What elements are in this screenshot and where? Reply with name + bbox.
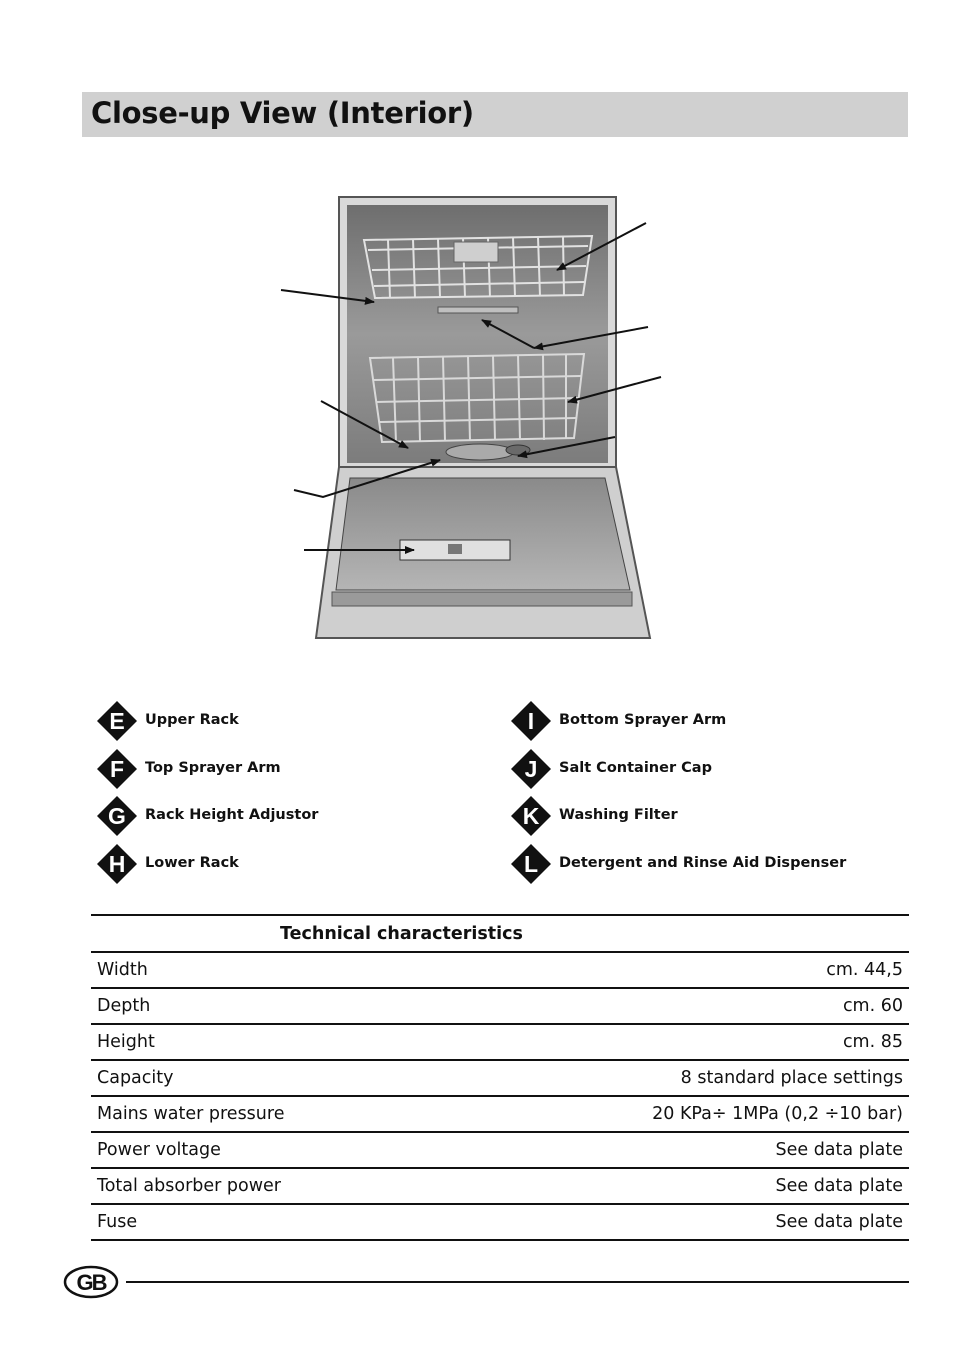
legend-item-bottom-sprayer-arm bbox=[510, 698, 910, 746]
legend-item-salt-container-cap bbox=[510, 746, 910, 794]
svg-text:G: G bbox=[108, 803, 126, 829]
letter-badge-f-icon bbox=[96, 748, 138, 790]
spec-value: 8 standard place settings bbox=[444, 1060, 909, 1096]
spec-label: Capacity bbox=[91, 1060, 444, 1096]
letter-badge-j-icon bbox=[510, 748, 552, 790]
legend-item-washing-filter bbox=[510, 793, 910, 841]
spec-label: Total absorber power bbox=[91, 1168, 444, 1204]
legend-label: Bottom Sprayer Arm bbox=[559, 712, 727, 728]
svg-text:GB: GB bbox=[76, 1270, 106, 1295]
spec-label: Fuse bbox=[91, 1204, 444, 1240]
legend-label: Washing Filter bbox=[559, 807, 678, 823]
legend-label: Lower Rack bbox=[145, 854, 239, 871]
table-heading: Technical characteristics bbox=[91, 915, 909, 952]
spec-value: cm. 60 bbox=[444, 988, 909, 1024]
table-row bbox=[91, 952, 909, 988]
svg-text:K: K bbox=[522, 803, 540, 829]
spec-label: Depth bbox=[91, 988, 444, 1024]
table-row bbox=[91, 1024, 909, 1060]
letter-badge-g-icon bbox=[96, 795, 138, 837]
language-badge-gb bbox=[63, 1265, 119, 1299]
legend-label: Detergent and Rinse Aid Dispenser bbox=[559, 854, 847, 871]
legend-item-upper-rack bbox=[96, 698, 496, 746]
svg-text:H: H bbox=[108, 850, 126, 877]
legend-label: Top Sprayer Arm bbox=[145, 759, 281, 776]
svg-text:L: L bbox=[523, 850, 539, 877]
table-row bbox=[91, 1168, 909, 1204]
table-header-row bbox=[91, 915, 909, 952]
table-row bbox=[91, 988, 909, 1024]
legend-column-left bbox=[96, 698, 496, 888]
spec-label: Width bbox=[91, 952, 444, 988]
legend-column-right bbox=[510, 698, 910, 888]
spec-value: cm. 44,5 bbox=[444, 952, 909, 988]
spec-label: Mains water pressure bbox=[91, 1096, 444, 1132]
legend-label: Upper Rack bbox=[145, 712, 239, 728]
legend-item-top-sprayer-arm bbox=[96, 746, 496, 794]
technical-characteristics-table bbox=[91, 914, 909, 1241]
svg-text:I: I bbox=[527, 708, 535, 734]
letter-badge-e-icon bbox=[96, 700, 138, 742]
legend-item-lower-rack bbox=[96, 841, 496, 889]
page-title: Close-up View (Interior) bbox=[91, 96, 474, 130]
parts-legend bbox=[96, 698, 908, 888]
svg-text:E: E bbox=[109, 708, 125, 734]
footer-rule bbox=[126, 1281, 909, 1283]
table-row bbox=[91, 1132, 909, 1168]
letter-badge-k-icon bbox=[510, 795, 552, 837]
spec-value: See data plate bbox=[444, 1168, 909, 1204]
spec-value: cm. 85 bbox=[444, 1024, 909, 1060]
legend-label: Salt Container Cap bbox=[559, 759, 712, 776]
legend-label: Rack Height Adjustor bbox=[145, 807, 319, 823]
svg-text:J: J bbox=[524, 755, 538, 782]
spec-label: Height bbox=[91, 1024, 444, 1060]
spec-value: See data plate bbox=[444, 1132, 909, 1168]
letter-badge-h-icon bbox=[96, 843, 138, 885]
legend-item-rack-height-adjustor bbox=[96, 793, 496, 841]
letter-badge-l-icon bbox=[510, 843, 552, 885]
table-row bbox=[91, 1096, 909, 1132]
table-row bbox=[91, 1204, 909, 1240]
spec-value: 20 KPa÷ 1MPa (0,2 ÷10 bar) bbox=[444, 1096, 909, 1132]
legend-item-detergent-dispenser bbox=[510, 841, 910, 889]
dishwasher-interior-photo bbox=[278, 190, 673, 650]
spec-value: See data plate bbox=[444, 1204, 909, 1240]
svg-text:F: F bbox=[109, 755, 125, 782]
spec-label: Power voltage bbox=[91, 1132, 444, 1168]
letter-badge-i-icon bbox=[510, 700, 552, 742]
table-row bbox=[91, 1060, 909, 1096]
title-bar bbox=[82, 92, 908, 137]
